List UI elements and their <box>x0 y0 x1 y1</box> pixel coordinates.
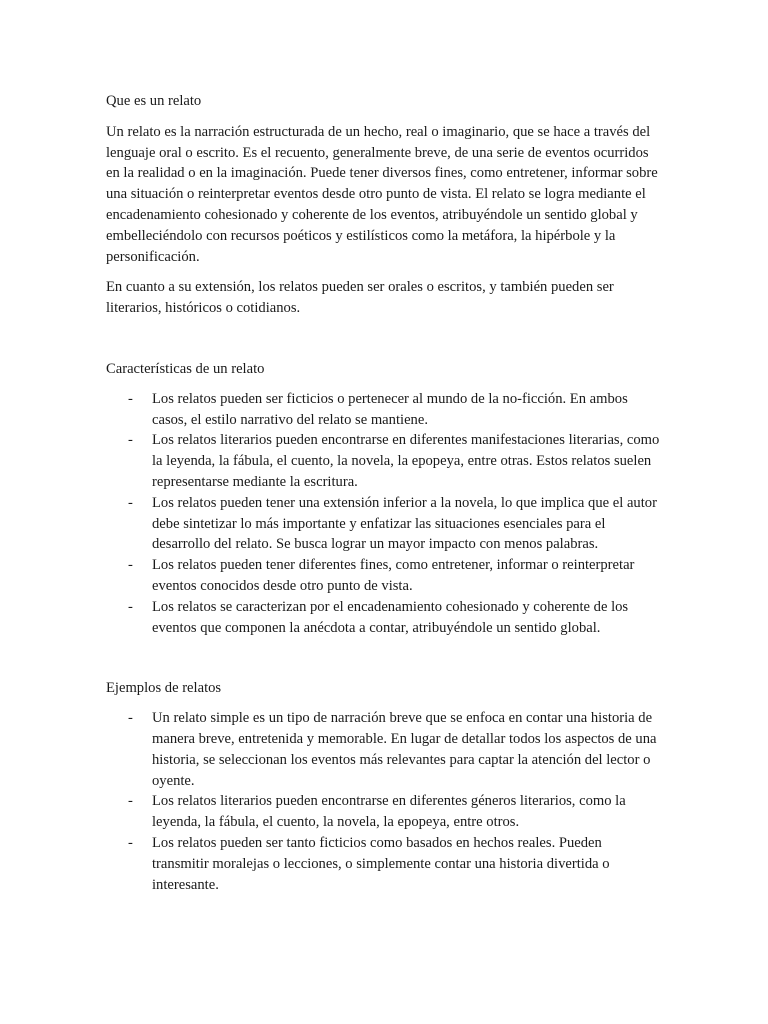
list-item <box>106 833 662 895</box>
list-item-text: Los relatos pueden tener diferentes fines, como entretener, informar o reinterpretar eventos conocidos desde otro punto de vista. <box>152 557 635 594</box>
list-item-text: Los relatos literarios pueden encontrarse en diferentes manifestaciones literarias, como la leyenda, la fábula, el cuento, la novela, la epopeya, entre otras. Estos relatos suelen representarse mediante la escritura. <box>152 432 660 490</box>
examples-heading: Ejemplos de relatos <box>106 680 222 697</box>
bullet-dash: - <box>128 390 133 407</box>
characteristics-heading: Características de un relato <box>106 360 265 377</box>
list-item-text: Los relatos literarios pueden encontrarse en diferentes géneros literarios, como la leyenda, la fábula, el cuento, la novela, la epopeya, entre otros. <box>152 793 626 831</box>
bullet-dash: - <box>128 432 133 449</box>
list-item-text: Los relatos pueden tener una extensión inferior a la novela, lo que implica que el autor debe sintetizar lo más importante y enfatizar las situaciones esenciales para el desarrollo del relato. Se busca lograr un mayor impacto con menos palabras. <box>152 494 657 553</box>
list-item <box>106 430 662 492</box>
document-page <box>106 91 662 895</box>
bullet-dash: - <box>128 793 133 810</box>
bullet-dash: - <box>128 710 133 727</box>
list-item <box>106 555 662 597</box>
list-item <box>106 597 662 639</box>
list-item-text: Un relato simple es un tipo de narración breve que se enfoca en contar una historia de manera breve, entretenida y memorable. En lugar de detallar todos los aspectos de una historia, se seleccionan los eventos más relevantes para captar la atención del lector o oyente. <box>152 710 657 789</box>
bullet-dash: - <box>128 834 133 851</box>
characteristics-list <box>106 389 662 639</box>
list-item <box>106 493 662 555</box>
list-item-text: Los relatos pueden ser tanto ficticios como basados en hechos reales. Pueden transmitir moralejas o lecciones, o simplemente contar una historia divertida o interesante. <box>152 834 610 893</box>
list-item <box>106 389 662 431</box>
bullet-dash: - <box>128 598 133 615</box>
document-title: Que es un relato <box>106 93 202 109</box>
bullet-dash: - <box>128 494 133 511</box>
list-item-text: Los relatos se caracterizan por el encadenamiento cohesionado y coherente de los eventos que componen la anécdota a contar, atribuyéndole un sentido global. <box>152 598 629 636</box>
intro-paragraph-1: Un relato es la narración estructurada de un hecho, real o imaginario, que se hace a través del lenguaje oral o escrito. Es el recuento, generalmente breve, de una serie de eventos ocurridos en la realidad o en la imaginación. Puede tener diversos fines, como entretener, informar sobre una situación o reinterpretar eventos desde otro punto de vista. El relato se logra mediante el encadenamiento cohesionado y coherente de los eventos, atribuyéndole un sentido global y embelleciéndolo con recursos poéticos y estilísticos como la metáfora, la hipérbole y la personificación. <box>106 123 658 265</box>
list-item-text: Los relatos pueden ser ficticios o pertenecer al mundo de la no-ficción. En ambos casos, el estilo narrativo del relato se mantiene. <box>152 390 628 428</box>
bullet-dash: - <box>128 557 133 574</box>
list-item <box>106 708 662 791</box>
examples-list <box>106 708 662 895</box>
intro-paragraph-2: En cuanto a su extensión, los relatos pueden ser orales o escritos, y también pueden ser literarios, históricos o cotidianos. <box>106 279 614 317</box>
list-item <box>106 791 662 833</box>
